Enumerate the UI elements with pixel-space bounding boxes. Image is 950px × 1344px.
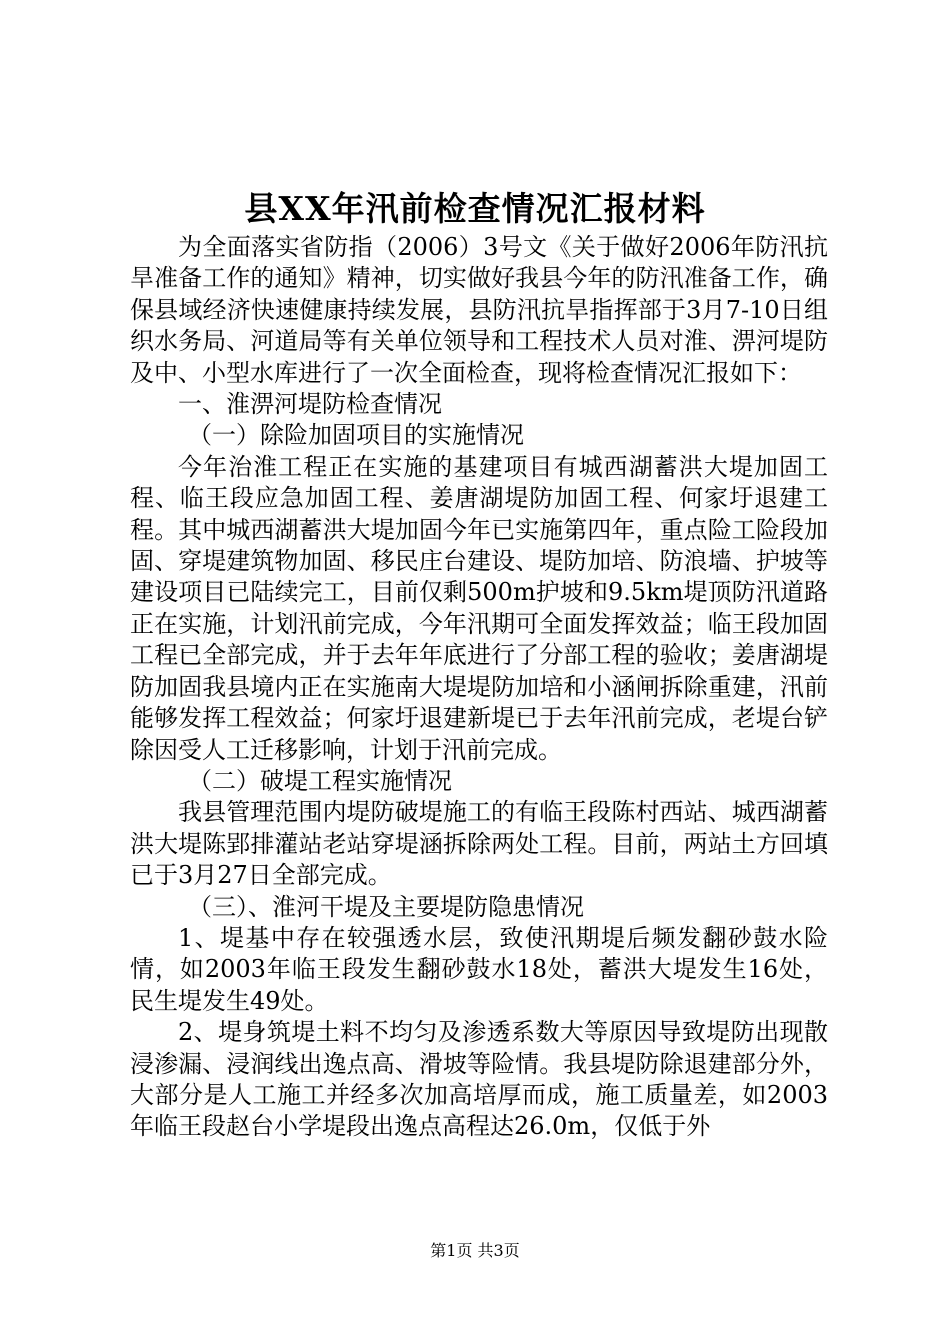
section-heading-1: 一、淮淠河堤防检查情况: [178, 390, 442, 419]
document-title: 县XX年汛前检查情况汇报材料: [244, 189, 706, 228]
paragraph-reinforcement-projects: 今年治淮工程正在实施的基建项目有城西湖蓄洪大堤加固工程、临王段应急加固工程、姜唐湖堤防加固工程、何家圩退建工程。其中城西湖蓄洪大堤加固今年已实施第四年，重点险工险段加固、穿堤建筑物加固、移民庄台建设、堤防加培、防浪墙、护坡等建设项目已陆续完工，目前仅剩500m护坡和9.5km堤顶防汛道路正在实施，计划汛前完成，今年汛期可全面发挥效益；临王段加固工程已全部完成，并于去年年底进行了分部工程的验收；姜唐湖堤防加固我县境内正在实施南大堤堤防加培和小涵闸拆除重建，汛前能够发挥工程效益；何家圩退建新堤已于去年汛前完成，老堤台铲除因受人工迁移影响，计划于汛前完成。: [130, 452, 828, 764]
document-body: [130, 232, 828, 1143]
paragraph-breach-works: 我县管理范围内堤防破堤施工的有临王段陈村西站、城西湖蓄洪大堤陈郢排灌站老站穿堤涵拆除两处工程。目前，两站土方回填已于3月27日全部完成。: [130, 798, 828, 890]
subsection-heading-1: （一）除险加固项目的实施情况: [188, 421, 524, 450]
subsection-heading-2: （二）破堤工程实施情况: [188, 766, 452, 795]
subsection-heading-3: （三）、淮河干堤及主要堤防隐患情况: [188, 892, 584, 921]
paragraph-hazard-1: 1、堤基中存在较强透水层，致使汛期堤后频发翻砂鼓水险情，如2003年临王段发生翻砂鼓水18处，蓄洪大堤发生16处，民生堤发生49处。: [130, 923, 828, 1015]
paragraph-intro: 为全面落实省防指（2006）3号文《关于做好2006年防汛抗旱准备工作的通知》精神，切实做好我县今年的防汛准备工作，确保县域经济快速健康持续发展，县防汛抗旱指挥部于3月7-10日组织水务局、河道局等有关单位领导和工程技术人员对淮、淠河堤防及中、小型水库进行了一次全面检查，现将检查情况汇报如下：: [130, 233, 828, 387]
paragraph-hazard-2: 2、堤身筑堤土料不均匀及渗透系数大等原因导致堤防出现散浸渗漏、浸润线出逸点高、滑坡等险情。我县堤防除退建部分外，大部分是人工施工并经多次加高培厚而成，施工质量差，如2003年临王段赵台小学堤段出逸点高程达26.0m，仅低于外: [130, 1018, 828, 1141]
page-footer: 第1页 共3页: [430, 1241, 520, 1260]
